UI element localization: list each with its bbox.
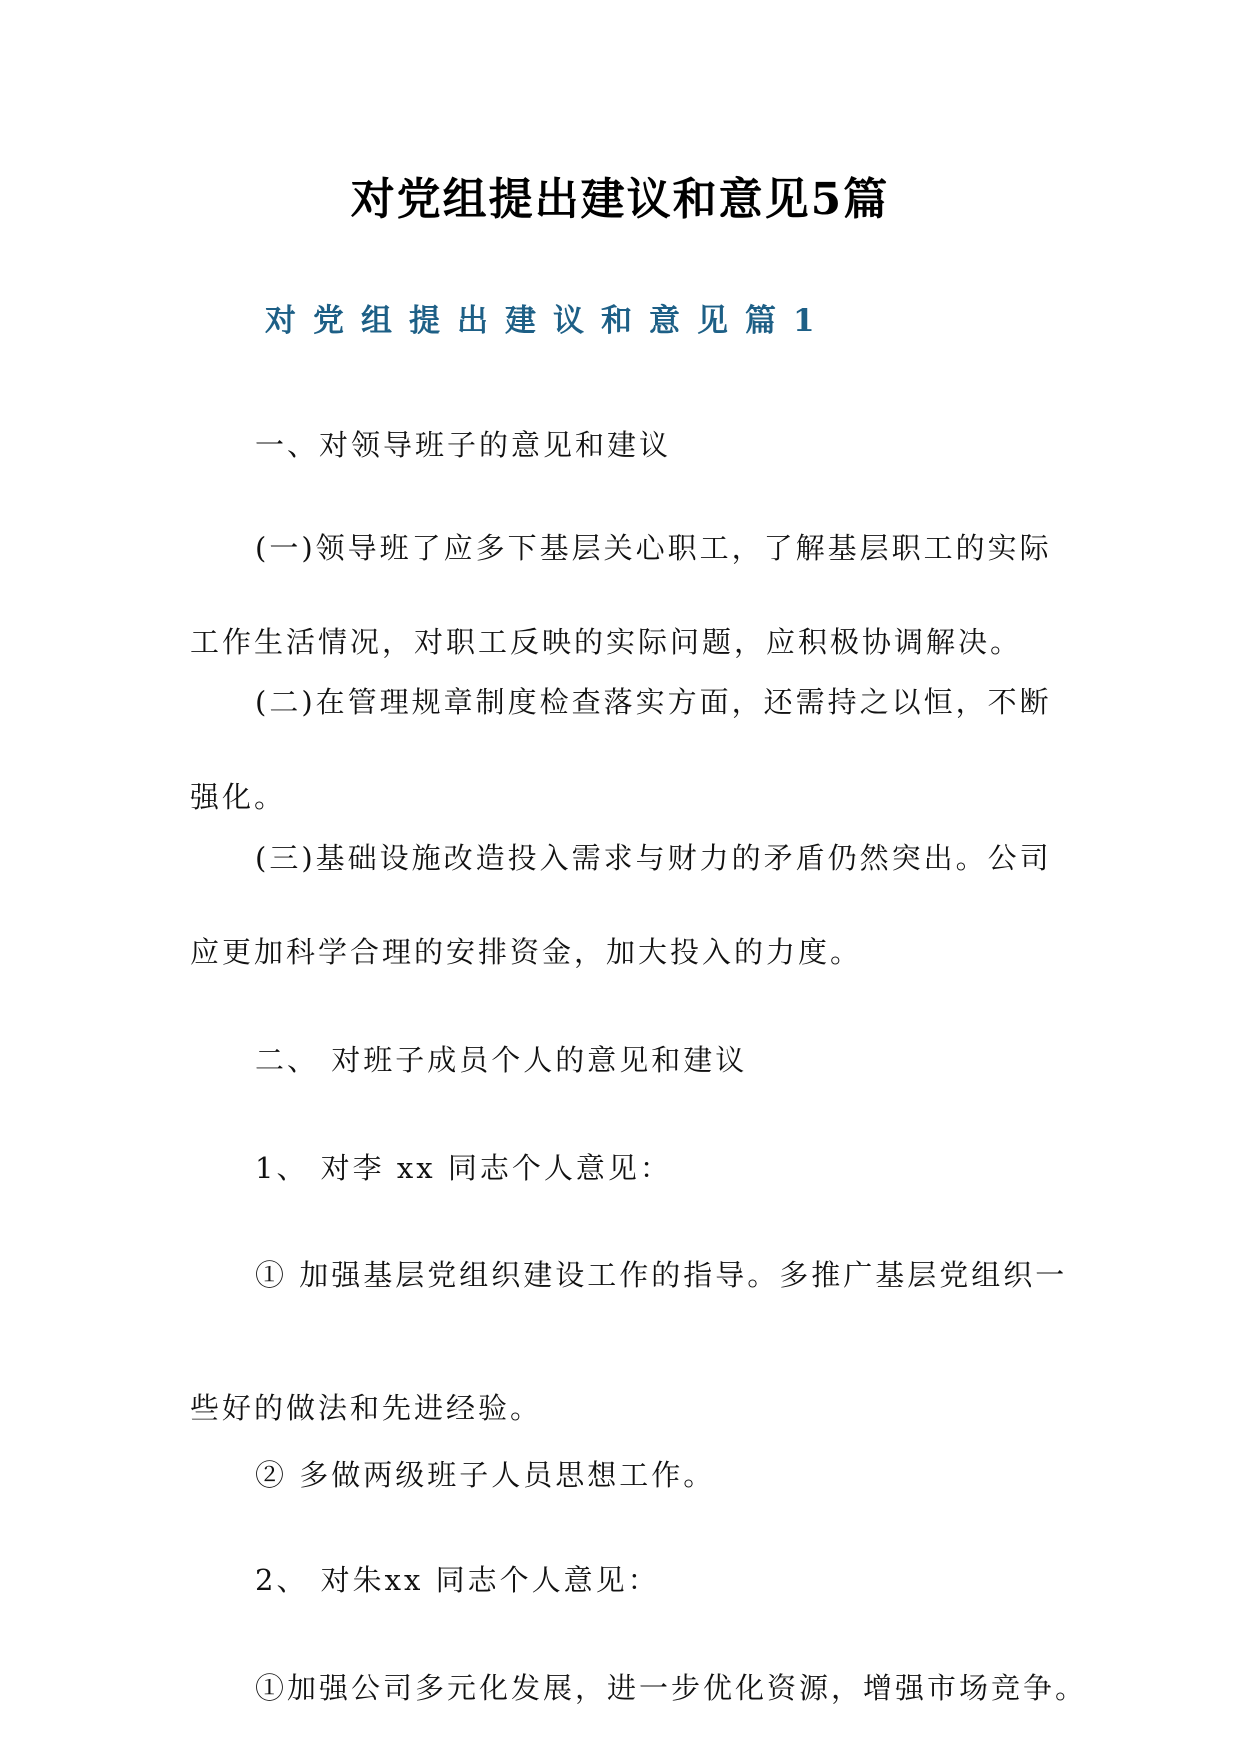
document-title: 对党组提出建议和意见5篇 [350,174,890,225]
paragraph-line: (一)领导班了应多下基层关心职工，了解基层职工的实际 [255,531,1052,565]
section-title: 对党组提出建议和意见篇1 [265,303,832,339]
list-item-heading: 2、 对朱xx 同志个人意见： [255,1563,660,1597]
paragraph-line: 强化。 [190,780,287,814]
heading-leadership-opinions: 一、对领导班子的意见和建议 [255,428,672,462]
list-item-heading: 1、 对李 xx 同志个人意见： [255,1151,672,1185]
heading-member-opinions: 二、 对班子成员个人的意见和建议 [255,1043,748,1077]
paragraph-line: ① 加强基层党组织建设工作的指导。多推广基层党组织一 [255,1258,1068,1292]
paragraph-line: ② 多做两级班子人员思想工作。 [255,1458,716,1492]
paragraph-line: 些好的做法和先进经验。 [190,1391,543,1425]
paragraph-line: (三)基础设施改造投入需求与财力的矛盾仍然突出。公司 [255,841,1052,875]
paragraph-line: 工作生活情况，对职工反映的实际问题，应积极协调解决。 [190,625,1023,659]
paragraph-line: (二)在管理规章制度检查落实方面，还需持之以恒，不断 [255,685,1052,719]
paragraph-line: 应更加科学合理的安排资金，加大投入的力度。 [190,935,863,969]
paragraph-line: ①加强公司多元化发展，进一步优化资源，增强市场竞争。 [255,1671,1088,1705]
